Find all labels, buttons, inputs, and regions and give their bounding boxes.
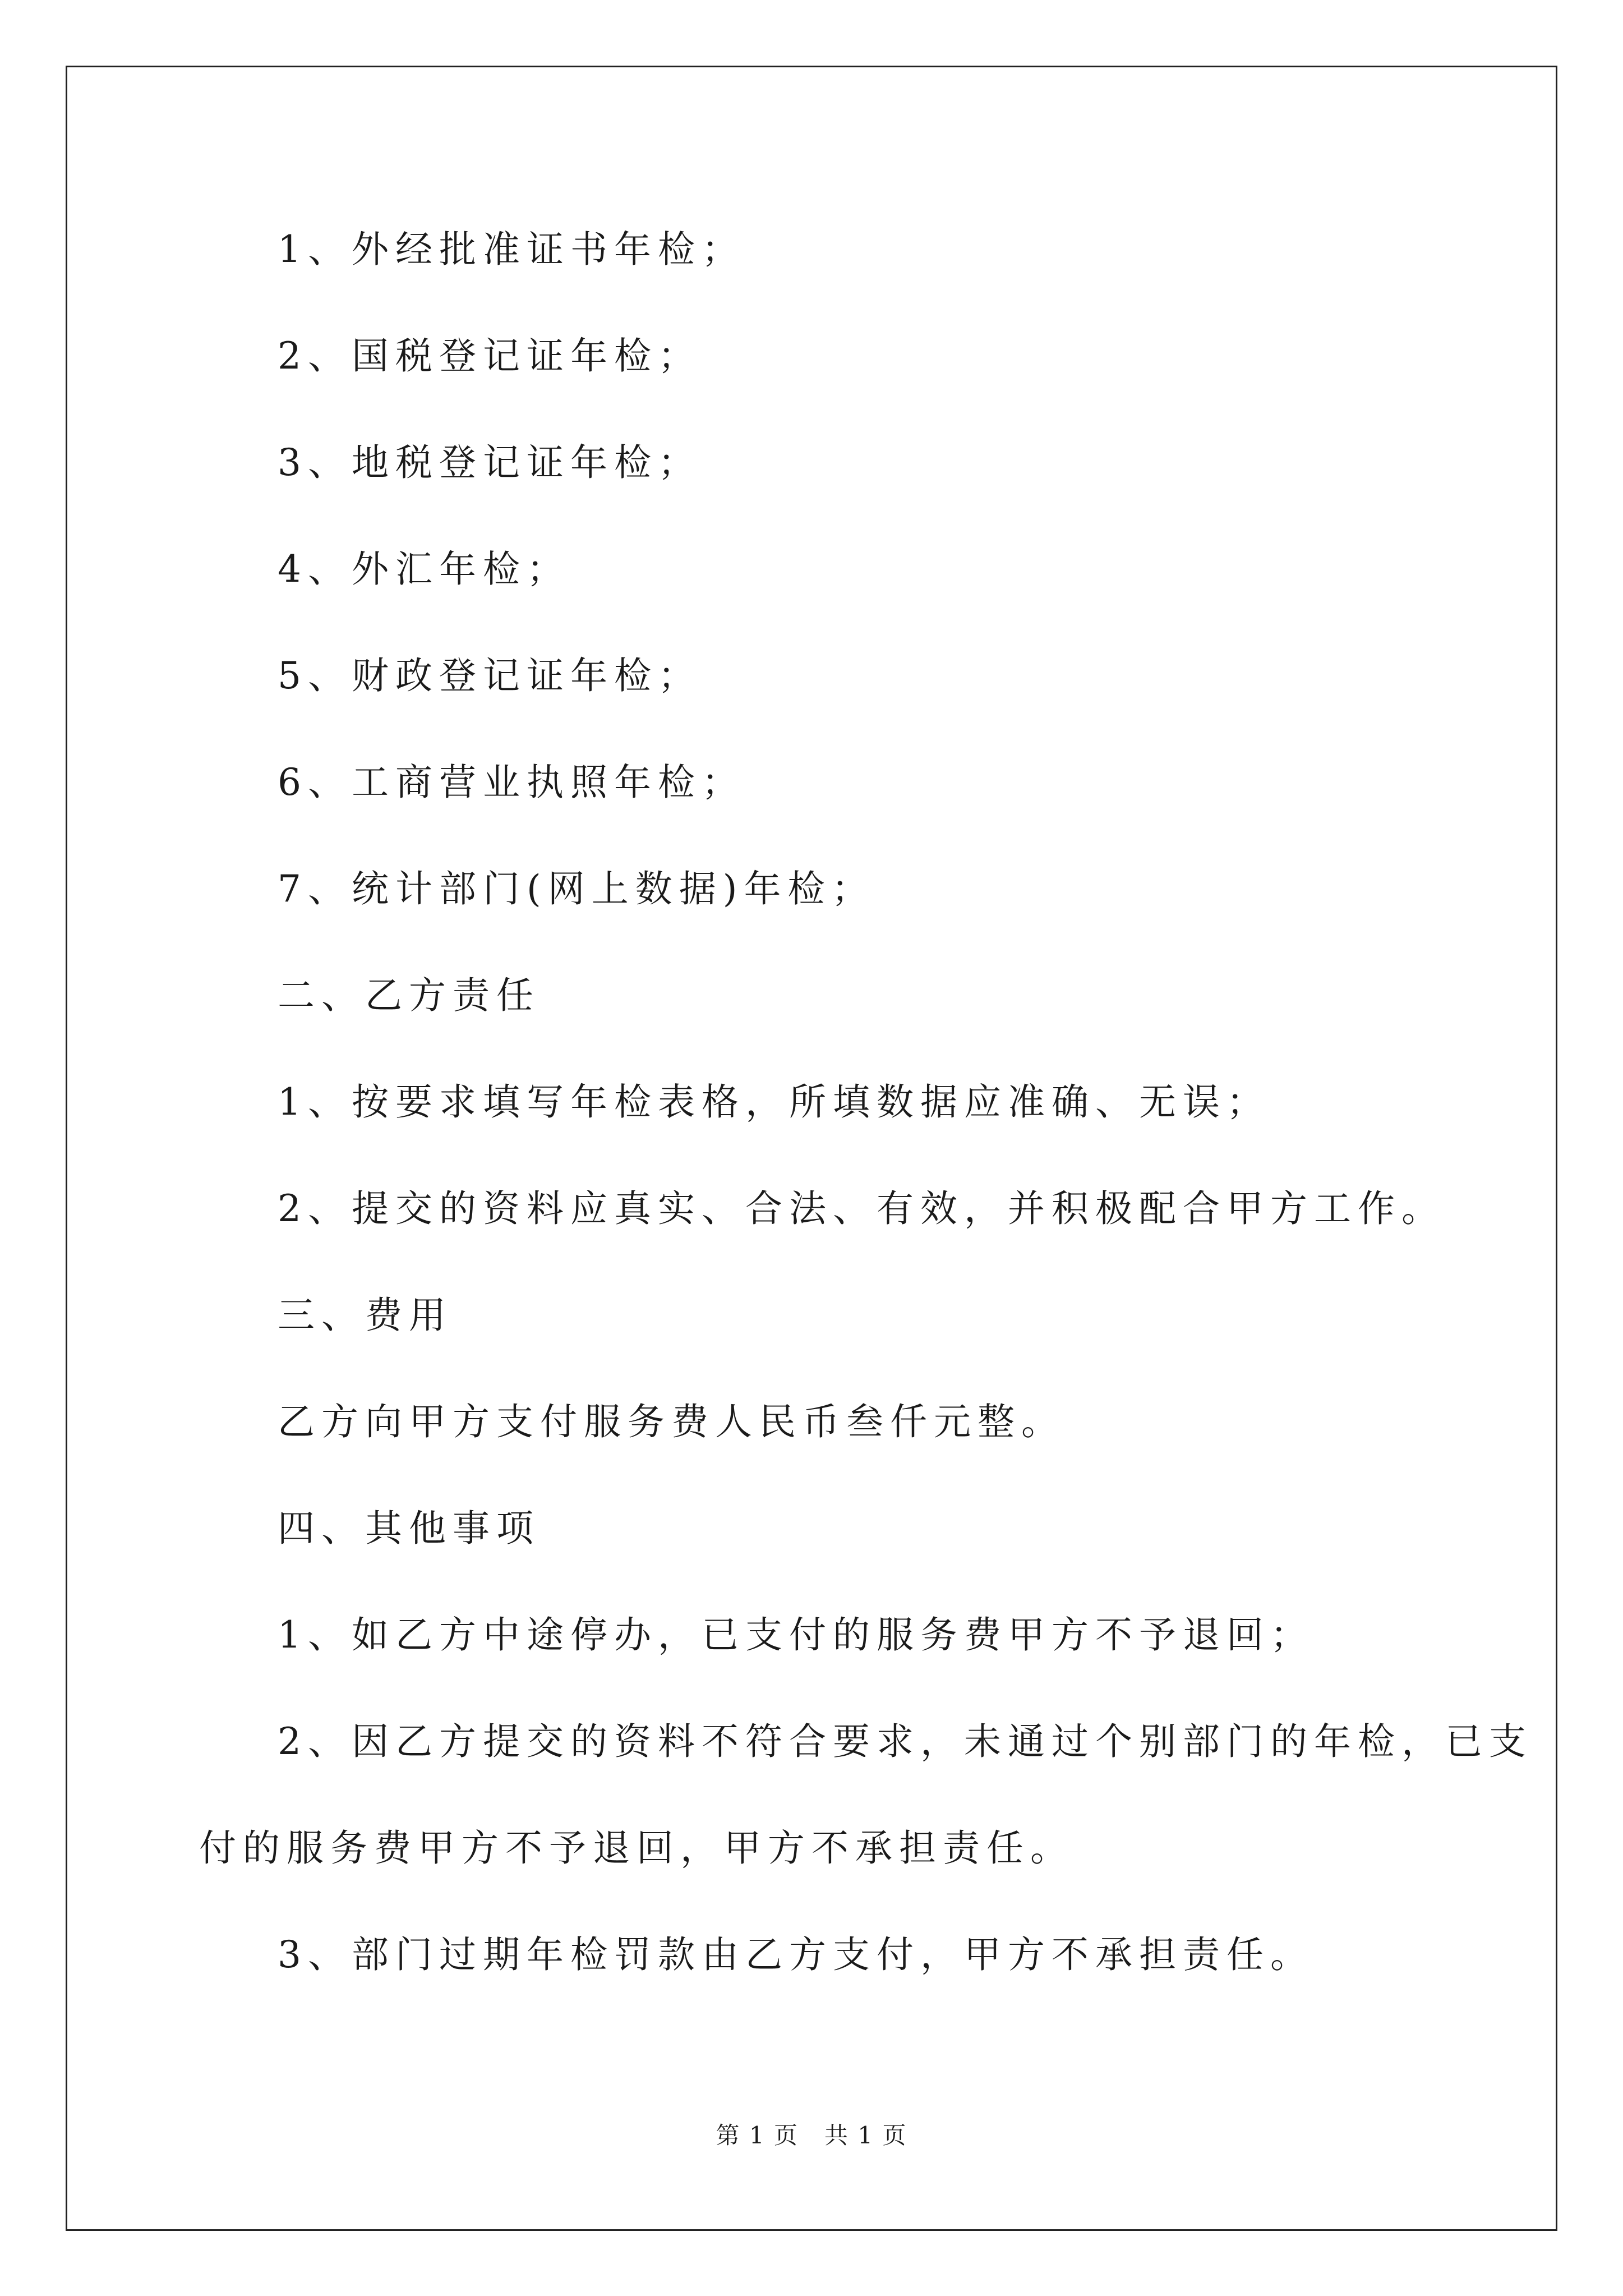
- page-footer: 第 1 页 共 1 页: [716, 2122, 907, 2149]
- duty-item-fill-forms: 1、按要求填写年检表格，所填数据应准确、无误；: [278, 1080, 1270, 1124]
- list-item-foreign-approval-annual-check: 1、外经批准证书年检；: [278, 228, 745, 271]
- other-item-noncompliant-materials-line2: 付的服务费甲方不予退回，甲方不承担责任。: [199, 1826, 1074, 1870]
- list-item-business-license-annual-check: 6、工商营业执照年检；: [278, 761, 745, 804]
- list-item-statistics-annual-check: 7、统计部门(网上数据)年检；: [278, 867, 875, 910]
- other-item-discontinue: 1、如乙方中途停办，已支付的服务费甲方不予退回；: [278, 1613, 1314, 1657]
- list-item-national-tax-annual-check: 2、国税登记证年检；: [278, 334, 702, 378]
- list-item-foreign-exchange-annual-check: 4、外汇年检；: [278, 547, 570, 591]
- section-heading-other-matters: 四、其他事项: [278, 1507, 540, 1550]
- list-item-finance-registration-annual-check: 5、财政登记证年检；: [278, 654, 702, 697]
- fee-paragraph: 乙方向甲方支付服务费人民币叁仟元整。: [278, 1400, 1065, 1443]
- list-item-local-tax-annual-check: 3、地税登记证年检；: [278, 441, 702, 484]
- page-border: [66, 66, 1557, 2231]
- other-item-overdue-penalty: 3、部门过期年检罚款由乙方支付，甲方不承担责任。: [278, 1933, 1314, 1976]
- other-item-noncompliant-materials-line1: 2、因乙方提交的资料不符合要求，未通过个别部门的年检，已支: [278, 1720, 1533, 1763]
- section-heading-party-b-duties: 二、乙方责任: [278, 974, 540, 1017]
- duty-item-submit-materials: 2、提交的资料应真实、合法、有效，并积极配合甲方工作。: [278, 1187, 1445, 1230]
- section-heading-fees: 三、费用: [278, 1294, 453, 1337]
